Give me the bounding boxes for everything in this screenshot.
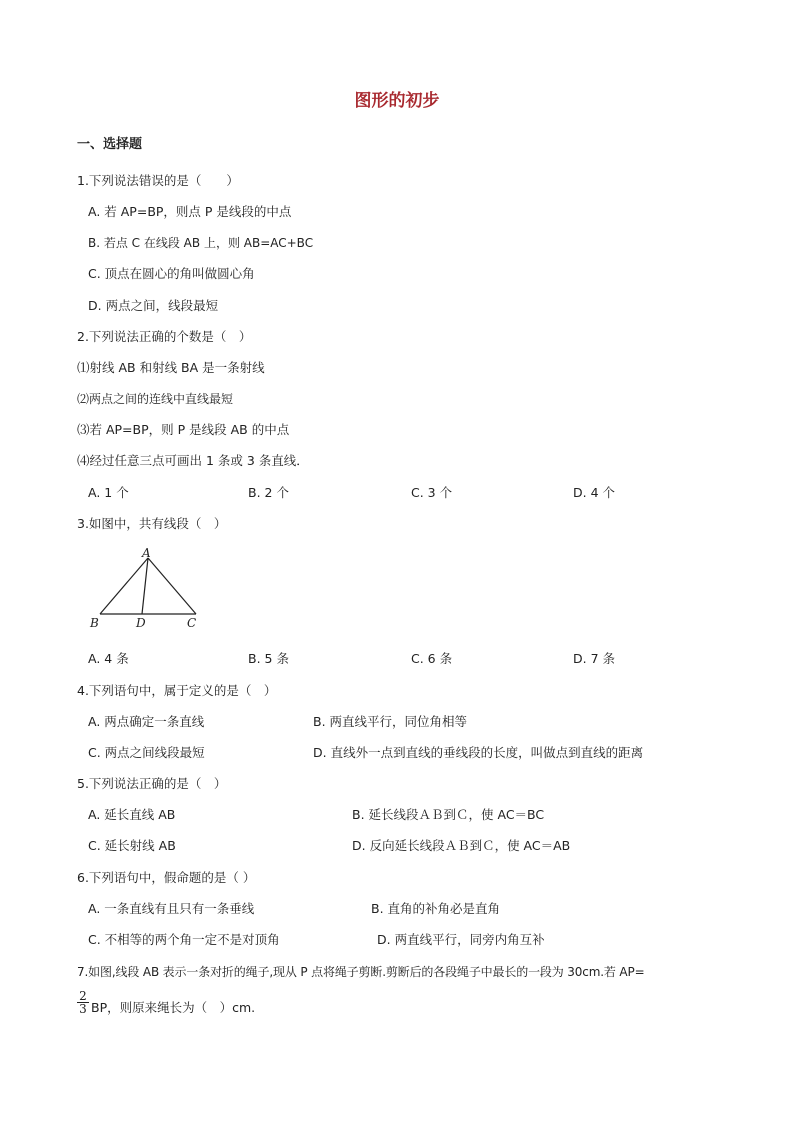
label-b: B xyxy=(90,616,99,630)
question-3-stem: 3.如图中，共有线段（ ） xyxy=(77,516,227,531)
question-6-stem: 6.下列语句中，假命题的是（ ） xyxy=(77,870,256,885)
q2-statement-1: ⑴射线 AB 和射线 BA 是一条射线 xyxy=(77,360,265,375)
label-d: D xyxy=(136,616,146,630)
question-1-stem: 1.下列说法错误的是（ ） xyxy=(77,173,239,188)
q6-option-d: D. 两直线平行，同旁内角互补 xyxy=(377,932,545,947)
question-2-stem: 2.下列说法正确的个数是（ ） xyxy=(77,329,252,344)
q2-option-d: D. 4 个 xyxy=(573,485,615,500)
q5-option-c: C. 延长射线 AB xyxy=(88,838,176,853)
fraction-denominator: 3 xyxy=(79,1002,87,1016)
q2-statement-4: ⑷经过任意三点可画出 1 条或 3 条直线． xyxy=(77,453,309,468)
question-5-stem: 5.下列说法正确的是（ ） xyxy=(77,776,227,791)
q4-option-c: C. 两点之间线段最短 xyxy=(88,745,205,760)
segment-ac xyxy=(148,558,196,614)
q2-statement-3: ⑶若 AP=BP，则 P 是线段 AB 的中点 xyxy=(77,422,290,437)
q5-option-d: D. 反向延长线段ＡＢ到Ｃ，使 AC＝AB xyxy=(352,838,571,853)
q5-option-b: B. 延长线段ＡＢ到Ｃ，使 AC＝BC xyxy=(352,807,545,822)
q3-option-d: D. 7 条 xyxy=(573,651,615,666)
q6-option-a: A. 一条直线有且只有一条垂线 xyxy=(88,901,255,916)
q1-option-c: C. 顶点在圆心的角叫做圆心角 xyxy=(88,266,255,281)
label-c: C xyxy=(187,616,197,630)
q1-option-b: B. 若点 C 在线段 AB 上，则 AB=AC+BC xyxy=(88,236,314,250)
q3-option-c: C. 6 条 xyxy=(411,651,453,666)
question-7-stem: 7.如图,线段 AB 表示一条对折的绳子,现从 P 点将绳子剪断.剪断后的各段绳子中最长的一段为 30cm.若 AP= xyxy=(77,965,645,979)
q3-option-b: B. 5 条 xyxy=(248,651,289,666)
q2-option-a: A. 1 个 xyxy=(88,485,129,500)
q2-option-c: C. 3 个 xyxy=(411,485,453,500)
label-a: A xyxy=(142,546,151,560)
page-title: 图形的初步 xyxy=(354,91,440,111)
fraction-numerator: 2 xyxy=(77,990,89,1003)
section-title: 一、选择题 xyxy=(77,137,143,152)
q2-statement-2: ⑵两点之间的连线中直线最短 xyxy=(77,392,234,406)
q3-option-a: A. 4 条 xyxy=(88,651,129,666)
q6-option-b: B. 直角的补角必是直角 xyxy=(371,901,501,916)
q5-option-a: A. 延长直线 AB xyxy=(88,807,176,822)
segment-ab xyxy=(100,558,148,614)
question-7-tail: BP，则原来绳长为（ ）cm. xyxy=(91,1000,256,1015)
question-4-stem: 4.下列语句中，属于定义的是（ ） xyxy=(77,683,277,698)
q4-option-d: D. 直线外一点到直线的垂线段的长度，叫做点到直线的距离 xyxy=(313,745,644,760)
q2-option-b: B. 2 个 xyxy=(248,485,289,500)
fraction-two-thirds xyxy=(77,990,89,1016)
q4-option-a: A. 两点确定一条直线 xyxy=(88,714,205,729)
q1-option-a: A. 若 AP=BP，则点 P 是线段的中点 xyxy=(88,204,292,219)
segment-ad xyxy=(142,558,148,614)
q1-option-d: D. 两点之间，线段最短 xyxy=(88,298,219,313)
q6-option-c: C. 不相等的两个角一定不是对顶角 xyxy=(88,932,280,947)
q4-option-b: B. 两直线平行，同位角相等 xyxy=(313,714,468,729)
triangle-figure xyxy=(86,545,206,635)
